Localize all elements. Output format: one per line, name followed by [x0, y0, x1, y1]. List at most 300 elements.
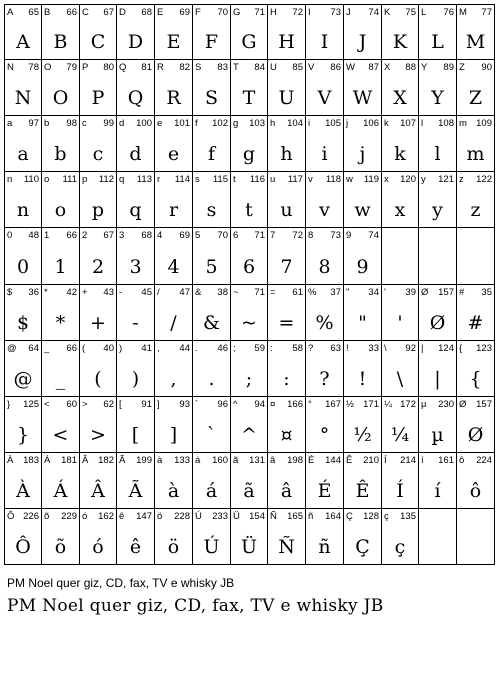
- char-label: f: [195, 118, 198, 129]
- glyph-sample: ~: [241, 312, 257, 334]
- char-code: 66: [66, 7, 77, 18]
- char-code: 98: [66, 118, 77, 129]
- char-code: 103: [249, 118, 265, 129]
- char-code: 228: [174, 511, 190, 522]
- glyph-sample: Ã: [128, 480, 143, 502]
- char-label: ?: [308, 343, 314, 354]
- char-label: +: [82, 287, 88, 298]
- glyph-cell: [80, 172, 117, 228]
- char-code: 68: [141, 7, 152, 18]
- char-label: <: [44, 399, 50, 410]
- glyph-cell: [117, 397, 155, 453]
- char-label: i: [308, 118, 311, 129]
- char-label: ô: [459, 455, 465, 466]
- char-label: 4: [157, 230, 163, 241]
- glyph-sample: B: [53, 31, 68, 53]
- glyph-sample: 2: [91, 256, 105, 278]
- char-label: 8: [308, 230, 314, 241]
- glyph-sample: Y: [431, 87, 444, 109]
- glyph-sample: #: [467, 312, 484, 334]
- glyph-cell: [117, 341, 155, 397]
- char-label: t: [233, 174, 236, 185]
- char-code: 74: [368, 7, 379, 18]
- char-label: 5: [195, 230, 201, 241]
- glyph-cell: [117, 509, 155, 565]
- glyph-sample: ): [131, 368, 140, 390]
- char-code: 131: [249, 455, 265, 466]
- char-code: 157: [476, 399, 492, 410]
- glyph-cell: [268, 453, 306, 509]
- glyph-sample: k: [394, 143, 406, 165]
- glyph-sample: g: [242, 143, 256, 165]
- char-label: a: [7, 118, 13, 129]
- char-code: 97: [28, 118, 39, 129]
- glyph-sample: >: [90, 424, 106, 446]
- char-code: 86: [330, 62, 341, 73]
- char-code: 96: [217, 399, 228, 410]
- glyph-sample: õ: [54, 536, 67, 558]
- char-label: q: [119, 174, 125, 185]
- glyph-sample: F: [204, 31, 219, 53]
- glyph-cell: [419, 285, 457, 341]
- glyph-sample: C: [90, 31, 106, 53]
- glyph-cell: [193, 60, 231, 116]
- glyph-cell: [457, 453, 495, 509]
- char-label: Ú: [195, 511, 202, 522]
- glyph-sample: q: [129, 199, 142, 221]
- glyph-cell: [231, 341, 268, 397]
- glyph-sample: x: [394, 199, 406, 221]
- char-code: 75: [405, 7, 416, 18]
- glyph-cell: [457, 341, 495, 397]
- char-code: 82: [179, 62, 190, 73]
- glyph-cell: [117, 60, 155, 116]
- glyph-cell: [42, 116, 80, 172]
- char-code: 39: [405, 287, 416, 298]
- glyph-cell: [419, 4, 457, 60]
- char-code: 172: [400, 399, 416, 410]
- char-label: G: [233, 7, 241, 18]
- char-code: 70: [217, 7, 228, 18]
- empty-cell: [419, 509, 457, 565]
- char-code: 37: [330, 287, 341, 298]
- glyph-cell: [457, 4, 495, 60]
- char-label: ¼: [384, 399, 392, 410]
- char-label: $: [7, 287, 13, 298]
- glyph-cell: [344, 4, 382, 60]
- glyph-cell: [268, 60, 306, 116]
- glyph-cell: [306, 228, 344, 285]
- char-label: s: [195, 174, 200, 185]
- char-code: 214: [400, 455, 416, 466]
- char-label: @: [7, 343, 17, 354]
- glyph-cell: [306, 453, 344, 509]
- char-label: U: [270, 62, 277, 73]
- char-label: e: [157, 118, 163, 129]
- char-label: !: [346, 343, 349, 354]
- char-code: 67: [103, 7, 114, 18]
- char-code: 101: [174, 118, 190, 129]
- char-code: 66: [66, 343, 77, 354]
- char-code: 123: [476, 343, 492, 354]
- char-code: 62: [103, 399, 114, 410]
- char-code: 84: [254, 62, 265, 73]
- char-code: 79: [66, 62, 77, 73]
- glyph-cell: [4, 397, 42, 453]
- char-code: 83: [217, 62, 228, 73]
- char-label: c: [82, 118, 87, 129]
- char-label: w: [346, 174, 353, 185]
- glyph-sample: *: [55, 312, 66, 334]
- char-code: 116: [249, 174, 265, 185]
- glyph-sample: @: [13, 368, 33, 390]
- glyph-cell: [306, 4, 344, 60]
- char-label: v: [308, 174, 313, 185]
- char-code: 87: [368, 62, 379, 73]
- glyph-sample: Ô: [15, 536, 31, 558]
- char-code: 42: [66, 287, 77, 298]
- glyph-cell: [306, 116, 344, 172]
- glyph-cell: [344, 116, 382, 172]
- glyph-sample: ã: [243, 480, 255, 502]
- char-label: Z: [459, 62, 465, 73]
- glyph-sample: e: [167, 143, 180, 165]
- char-label: Ç: [346, 511, 353, 522]
- char-label: Ñ: [270, 511, 277, 522]
- char-label: `: [195, 399, 199, 410]
- char-code: 171: [363, 399, 379, 410]
- glyph-cell: [80, 453, 117, 509]
- char-code: 43: [103, 287, 114, 298]
- char-code: 60: [66, 399, 77, 410]
- glyph-sample: °: [319, 424, 330, 446]
- char-code: 224: [476, 455, 492, 466]
- char-label: 3: [119, 230, 125, 241]
- glyph-sample: 4: [167, 256, 180, 278]
- glyph-sample: v: [319, 199, 330, 221]
- glyph-cell: [306, 341, 344, 397]
- char-label: ö: [157, 511, 163, 522]
- char-code: 100: [136, 118, 152, 129]
- glyph-cell: [155, 116, 193, 172]
- char-code: 128: [363, 511, 379, 522]
- glyph-sample: Ê: [355, 480, 370, 502]
- glyph-cell: [344, 60, 382, 116]
- char-label: 2: [82, 230, 88, 241]
- char-label: F: [195, 7, 201, 18]
- char-label: S: [195, 62, 202, 73]
- glyph-cell: [155, 397, 193, 453]
- glyph-cell: [344, 285, 382, 341]
- char-code: 112: [98, 174, 114, 185]
- glyph-cell: [231, 397, 268, 453]
- char-label: ñ: [308, 511, 314, 522]
- char-label: %: [308, 287, 317, 298]
- glyph-cell: [268, 116, 306, 172]
- glyph-sample: Ø: [467, 424, 484, 446]
- char-code: 144: [325, 455, 341, 466]
- glyph-cell: [117, 4, 155, 60]
- glyph-cell: [306, 172, 344, 228]
- char-label: Ü: [233, 511, 240, 522]
- char-label: B: [44, 7, 51, 18]
- char-label: â: [270, 455, 276, 466]
- glyph-cell: [231, 509, 268, 565]
- glyph-sample: E: [166, 31, 181, 53]
- glyph-cell: [80, 60, 117, 116]
- glyph-sample: $: [16, 312, 30, 334]
- glyph-cell: [344, 453, 382, 509]
- glyph-cell: [80, 4, 117, 60]
- char-code: 59: [254, 343, 265, 354]
- glyph-sample: T: [242, 87, 256, 109]
- char-label: °: [308, 399, 312, 410]
- glyph-sample: _: [55, 368, 66, 390]
- char-label: ': [384, 287, 386, 298]
- char-code: 61: [292, 287, 303, 298]
- glyph-sample: L: [431, 31, 444, 53]
- char-label: Ã: [119, 455, 126, 466]
- glyph-cell: [419, 453, 457, 509]
- char-code: 226: [23, 511, 39, 522]
- glyph-cell: [268, 509, 306, 565]
- sample-text-plain: PM Noel quer giz, CD, fax, TV e whisky JB: [7, 576, 235, 590]
- char-code: 64: [28, 343, 39, 354]
- glyph-cell: [457, 397, 495, 453]
- char-label: õ: [44, 511, 50, 522]
- glyph-sample: |: [434, 368, 441, 390]
- char-code: 69: [179, 7, 190, 18]
- char-label: Ô: [7, 511, 15, 522]
- char-label: o: [44, 174, 50, 185]
- glyph-cell: [193, 285, 231, 341]
- glyph-cell: [42, 4, 80, 60]
- char-code: 124: [438, 343, 454, 354]
- glyph-cell: [117, 453, 155, 509]
- glyph-cell: [382, 172, 419, 228]
- glyph-sample: ": [358, 312, 367, 334]
- char-label: 9: [346, 230, 352, 241]
- char-code: 58: [292, 343, 303, 354]
- char-code: 233: [212, 511, 228, 522]
- glyph-cell: [42, 60, 80, 116]
- glyph-sample: í: [434, 480, 441, 502]
- glyph-sample: D: [127, 31, 144, 53]
- char-code: 106: [363, 118, 379, 129]
- glyph-cell: [231, 453, 268, 509]
- char-label: b: [44, 118, 50, 129]
- char-code: 198: [287, 455, 303, 466]
- glyph-cell: [231, 4, 268, 60]
- char-label: Ê: [346, 455, 353, 466]
- char-code: 133: [174, 455, 190, 466]
- glyph-cell: [382, 397, 419, 453]
- glyph-sample: t: [245, 199, 253, 221]
- char-label: (: [82, 343, 86, 354]
- glyph-cell: [457, 285, 495, 341]
- glyph-cell: [155, 509, 193, 565]
- glyph-cell: [419, 341, 457, 397]
- char-label: u: [270, 174, 276, 185]
- char-label: ½: [346, 399, 354, 410]
- char-code: 88: [405, 62, 416, 73]
- char-label: 6: [233, 230, 239, 241]
- glyph-cell: [193, 116, 231, 172]
- glyph-cell: [155, 228, 193, 285]
- glyph-cell: [117, 285, 155, 341]
- char-code: 135: [400, 511, 416, 522]
- glyph-sample: ^: [241, 424, 257, 446]
- char-code: 65: [28, 7, 39, 18]
- char-code: 92: [405, 343, 416, 354]
- glyph-sample: S: [204, 87, 219, 109]
- char-code: 113: [136, 174, 152, 185]
- char-label: j: [346, 118, 349, 129]
- char-label: ;: [233, 343, 236, 354]
- glyph-sample: 3: [129, 256, 142, 278]
- char-label: ê: [119, 511, 125, 522]
- char-label: {: [459, 343, 463, 354]
- glyph-cell: [80, 341, 117, 397]
- glyph-sample: %: [315, 312, 334, 334]
- glyph-sample: z: [470, 199, 481, 221]
- char-code: 119: [363, 174, 379, 185]
- char-label: 7: [270, 230, 276, 241]
- glyph-cell: [268, 285, 306, 341]
- char-label: g: [233, 118, 239, 129]
- char-label: O: [44, 62, 52, 73]
- char-label: l: [421, 118, 424, 129]
- char-label: ã: [233, 455, 239, 466]
- char-code: 125: [23, 399, 39, 410]
- glyph-sample: N: [14, 87, 32, 109]
- char-code: 109: [476, 118, 492, 129]
- char-code: 35: [481, 287, 492, 298]
- char-label: ¤: [270, 399, 276, 410]
- glyph-cell: [268, 172, 306, 228]
- char-label: ,: [157, 343, 160, 354]
- glyph-cell: [382, 453, 419, 509]
- char-code: 40: [103, 343, 114, 354]
- char-code: 120: [400, 174, 416, 185]
- char-label: N: [7, 62, 14, 73]
- char-code: 147: [136, 511, 152, 522]
- char-code: 111: [62, 174, 77, 185]
- char-label: À: [7, 455, 14, 466]
- char-code: 67: [103, 230, 114, 241]
- char-code: 210: [363, 455, 379, 466]
- glyph-sample: \: [396, 368, 404, 390]
- char-label: -: [119, 287, 123, 298]
- char-label: H: [270, 7, 277, 18]
- glyph-sample: M: [465, 31, 486, 53]
- char-code: 102: [212, 118, 228, 129]
- glyph-cell: [306, 285, 344, 341]
- glyph-cell: [4, 60, 42, 116]
- glyph-sample: ,: [170, 368, 177, 390]
- glyph-sample: Ú: [203, 536, 220, 558]
- glyph-grid: [4, 4, 495, 565]
- char-code: 33: [368, 343, 379, 354]
- char-code: 199: [136, 455, 152, 466]
- char-code: 162: [98, 511, 114, 522]
- glyph-cell: [193, 228, 231, 285]
- glyph-sample: R: [166, 87, 181, 109]
- glyph-cell: [419, 60, 457, 116]
- glyph-cell: [268, 228, 306, 285]
- char-code: 80: [103, 62, 114, 73]
- glyph-sample: G: [241, 31, 257, 53]
- glyph-cell: [457, 116, 495, 172]
- glyph-sample: .: [208, 368, 215, 390]
- empty-cell: [457, 228, 495, 285]
- glyph-sample: (: [94, 368, 102, 390]
- char-code: 154: [249, 511, 265, 522]
- glyph-cell: [231, 228, 268, 285]
- char-label: R: [157, 62, 164, 73]
- char-label: L: [421, 7, 427, 18]
- glyph-cell: [382, 116, 419, 172]
- glyph-cell: [419, 116, 457, 172]
- glyph-sample: P: [91, 87, 105, 109]
- char-code: 115: [212, 174, 228, 185]
- glyph-sample: r: [168, 199, 179, 221]
- char-code: 76: [443, 7, 454, 18]
- glyph-cell: [155, 453, 193, 509]
- glyph-sample: ½: [353, 424, 372, 446]
- char-label: .: [195, 343, 198, 354]
- char-code: 89: [443, 62, 454, 73]
- char-label: r: [157, 174, 161, 185]
- char-code: 38: [217, 287, 228, 298]
- char-code: 72: [292, 7, 303, 18]
- glyph-cell: [42, 453, 80, 509]
- char-code: 93: [179, 399, 190, 410]
- char-label: >: [82, 399, 88, 410]
- char-code: 182: [98, 455, 114, 466]
- glyph-sample: ö: [167, 536, 180, 558]
- char-label: D: [119, 7, 126, 18]
- glyph-cell: [231, 116, 268, 172]
- glyph-cell: [193, 453, 231, 509]
- glyph-cell: [268, 4, 306, 60]
- glyph-sample: 1: [54, 256, 67, 278]
- char-code: 48: [28, 230, 39, 241]
- glyph-cell: [4, 285, 42, 341]
- char-label: ç: [384, 511, 389, 522]
- glyph-sample: c: [92, 143, 104, 165]
- glyph-sample: â: [280, 480, 293, 502]
- char-label: |: [421, 343, 424, 354]
- char-label: 0: [7, 230, 13, 241]
- glyph-cell: [4, 228, 42, 285]
- glyph-cell: [4, 453, 42, 509]
- glyph-sample: [: [131, 424, 140, 446]
- glyph-cell: [42, 509, 80, 565]
- glyph-cell: [117, 116, 155, 172]
- char-code: 46: [217, 343, 228, 354]
- char-code: 94: [254, 399, 265, 410]
- char-label: X: [384, 62, 391, 73]
- glyph-cell: [306, 60, 344, 116]
- char-label: }: [7, 399, 11, 410]
- glyph-cell: [80, 397, 117, 453]
- glyph-cell: [4, 4, 42, 60]
- glyph-sample: {: [469, 368, 482, 390]
- glyph-sample: `: [206, 424, 217, 446]
- empty-cell: [419, 228, 457, 285]
- glyph-cell: [155, 172, 193, 228]
